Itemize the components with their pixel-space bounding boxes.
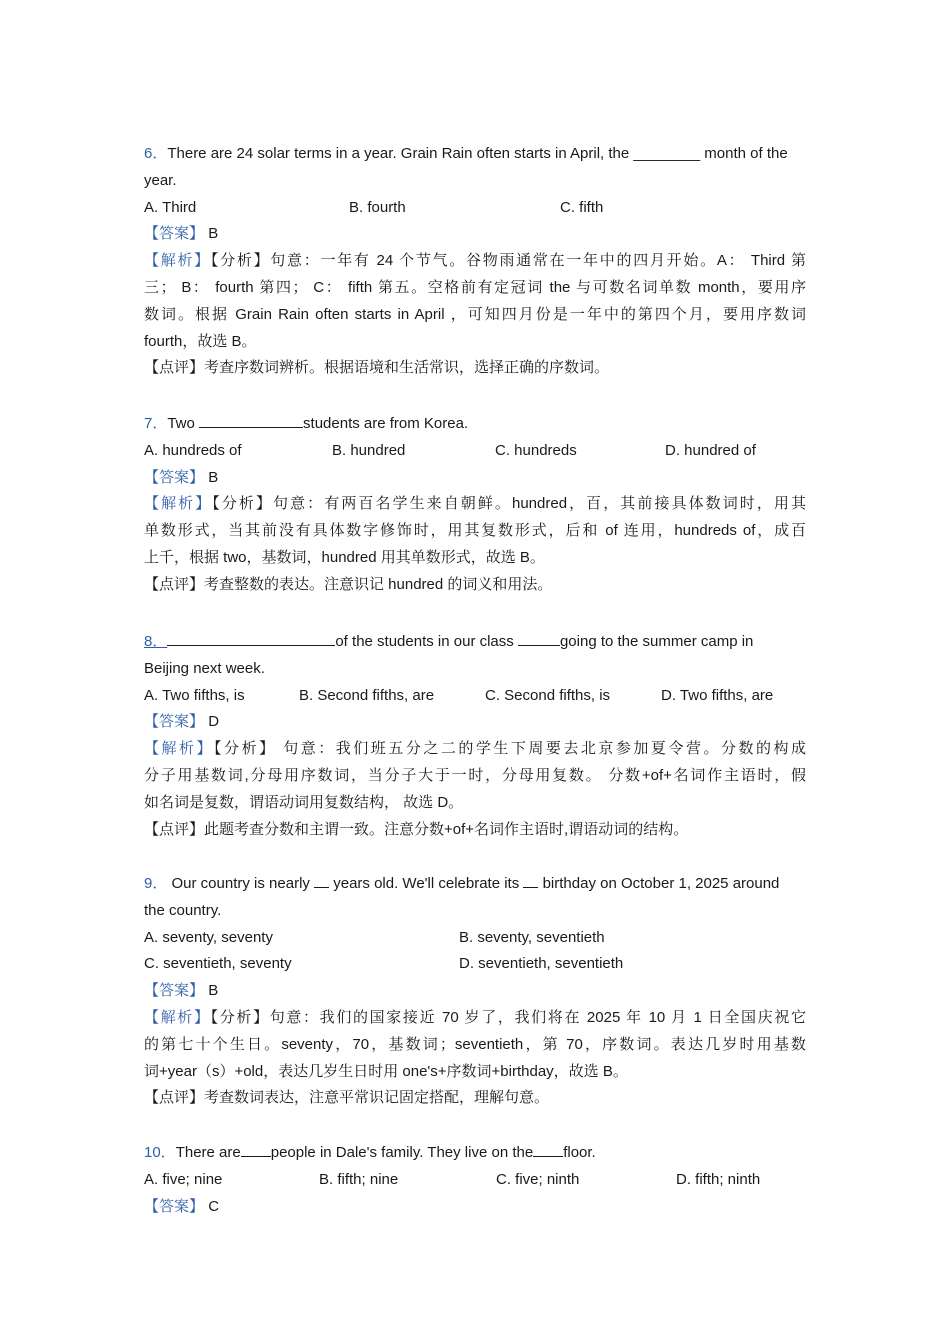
blank <box>518 629 560 646</box>
answer-line <box>144 978 806 1005</box>
comment-line: 【点评】考查整数的表达。注意识记 hundred 的词义和用法。 <box>144 575 553 593</box>
analysis-tag: 【解析】 <box>144 740 215 758</box>
option-c: C. hundreds <box>495 441 577 459</box>
analysis-line: 【解析】【分析】句意：一年有 24 个节气。谷物雨通常在一年中的四月开始。A： Third 第 <box>144 252 806 270</box>
analysis-line: 词+year（s）+old，表达几岁生日时用 one's+序数词+birthday，故选 B。 <box>144 1062 628 1080</box>
option-a: A. Third <box>144 198 197 216</box>
analysis-tag: 【解析】 <box>144 495 213 513</box>
answer-tag: 【答案】 <box>144 982 205 1000</box>
answer-tag: 【答案】 <box>144 225 205 243</box>
option-a: A. hundreds of <box>144 441 242 459</box>
option-a: A. Two fifths, is <box>144 686 245 704</box>
analysis-line: 单数形式，当其前没有具体数字修饰时，用其复数形式，后和 of 连用，hundreds of，成百 <box>144 522 806 540</box>
answer-tag: 【答案】 <box>144 468 205 486</box>
analysis-line: 的第七十个生日。seventy，70，基数词；seventieth，第 70，序数词。表达几岁时用基数 <box>144 1035 806 1053</box>
answer-value: C <box>208 1197 220 1215</box>
analysis-line: 如名词是复数，谓语动词用复数结构， 故选 D。 <box>144 793 464 811</box>
question-stem: 8． of the students in our class going to the summer camp in <box>144 629 806 656</box>
options-row <box>144 438 806 465</box>
option-c: C. Second fifths, is <box>485 686 611 704</box>
question-number: 8． <box>144 633 168 650</box>
option-b: B. seventy, seventieth <box>459 928 605 946</box>
stem-text-cont: year. <box>144 171 177 189</box>
answer-line <box>144 221 806 248</box>
question-number: 7． <box>144 415 168 432</box>
analysis-line: 【解析】【分析】 句意：我们班五分之二的学生下周要去北京参加夏令营。分数的构成 <box>144 740 806 758</box>
analysis-line: 【解析】【分析】句意：有两百名学生来自朝鲜。hundred，百，其前接具体数词时，用其 <box>144 495 806 513</box>
question-9 <box>144 871 806 1112</box>
option-d: D. Two fifths, are <box>661 686 774 704</box>
question-stem: 10．There are people in Dale's family. They live on the floor. <box>144 1140 806 1167</box>
analysis-line: 三； B： fourth 第四； C： fifth 第五。空格前有定冠词 the 与可数名词单数 month，要用序 <box>144 278 806 296</box>
stem-text-cont: the country. <box>144 901 222 919</box>
analysis-line: 数词。根据 Grain Rain often starts in April ，可知四月份是一年中的第四个月，要用序数词 <box>144 305 806 323</box>
question-6 <box>144 141 806 382</box>
question-7 <box>144 411 806 599</box>
blank <box>314 871 329 888</box>
blank <box>523 871 538 888</box>
answer-line <box>144 709 806 736</box>
option-c: C. fifth <box>560 198 604 216</box>
question-10 <box>144 1140 806 1220</box>
options-row <box>144 925 806 952</box>
blank <box>533 1140 563 1157</box>
answer-line <box>144 1194 806 1221</box>
comment-line: 【点评】考查序数词辨析。根据语境和生活常识，选择正确的序数词。 <box>144 359 610 377</box>
comment-line: 【点评】考查数词表达，注意平常识记固定搭配，理解句意。 <box>144 1089 550 1107</box>
answer-value: B <box>208 982 219 1000</box>
option-b: B. Second fifths, are <box>299 686 435 704</box>
stem-text: There are 24 solar terms in a year. Grain Rain often starts in April, the ________ month of the <box>167 145 788 162</box>
option-d: D. fifth; ninth <box>676 1170 761 1188</box>
answer-value: B <box>208 225 219 243</box>
analysis-line: 上千，根据 two，基数词，hundred 用其单数形式，故选 B。 <box>144 548 545 566</box>
analysis-line: 分子用基数词,分母用序数词，当分子大于一时，分母用复数。 分数+of+名词作主语时，假 <box>144 766 806 784</box>
blank <box>241 1140 271 1157</box>
option-b: B. hundred <box>332 441 406 459</box>
option-a: A. seventy, seventy <box>144 928 273 946</box>
blank <box>199 411 303 428</box>
answer-tag: 【答案】 <box>144 713 205 731</box>
question-stem: 7．Two students are from Korea. <box>144 411 806 438</box>
comment-line: 【点评】此题考查分数和主谓一致。注意分数+of+名词作主语时,谓语动词的结构。 <box>144 820 689 838</box>
options-row <box>144 1167 806 1194</box>
question-number: 9． <box>144 875 168 892</box>
analysis-line: fourth，故选 B。 <box>144 332 257 350</box>
option-b: B. fifth; nine <box>319 1170 399 1188</box>
answer-line <box>144 465 806 492</box>
option-d: D. hundred of <box>665 441 756 459</box>
analysis-tag: 【解析】 <box>144 252 211 270</box>
options-row <box>144 683 806 710</box>
options-row <box>144 951 806 978</box>
option-c: C. five; ninth <box>496 1170 580 1188</box>
answer-value: B <box>208 468 219 486</box>
analysis-line: 【解析】【分析】句意：我们的国家接近 70 岁了，我们将在 2025 年 10 月 1 日全国庆祝它 <box>144 1008 806 1026</box>
option-c: C. seventieth, seventy <box>144 955 292 973</box>
stem-text-cont: Beijing next week. <box>144 659 265 677</box>
analysis-tag: 【解析】 <box>144 1008 211 1026</box>
option-b: B. fourth <box>349 198 406 216</box>
answer-value: D <box>208 713 220 731</box>
options-row <box>144 195 806 222</box>
question-number: 10． <box>144 1144 176 1161</box>
question-stem <box>144 141 806 168</box>
answer-tag: 【答案】 <box>144 1197 205 1215</box>
option-a: A. five; nine <box>144 1170 223 1188</box>
question-8 <box>144 629 806 843</box>
question-stem: 9． Our country is nearly years old. We'll celebrate its birthday on October 1, 2025 around <box>144 871 806 898</box>
blank <box>167 629 335 646</box>
option-d: D. seventieth, seventieth <box>459 955 624 973</box>
question-number: 6． <box>144 145 168 162</box>
